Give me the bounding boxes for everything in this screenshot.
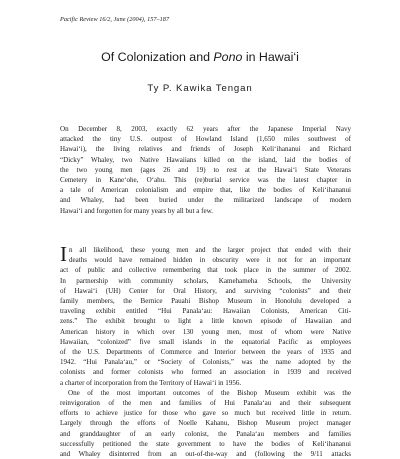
body-line: Hawaiian, “colonized” five small islands in the equatorial Pacific as employees: [60, 337, 351, 346]
body-line: zens.” The exhibit brought to light a little known episode of Hawaiian and: [60, 317, 351, 326]
abstract-line: and Whaley, had been buried under the militarized landscape of modern: [60, 196, 351, 205]
body-line: deaths would have remained hidden in obscurity were it not for an important: [69, 256, 351, 265]
body-line: n all likelihood, these young men and the larger project that ended with their: [69, 246, 351, 254]
body-line: successfully petitioned the state government to have the bodies of Keli‘ihananui: [60, 439, 351, 448]
first-paragraph-opening: [60, 242, 351, 266]
drop-cap: I: [60, 242, 67, 266]
body-line: of the U.S. Departments of Commerce and Interior between the years of 1935 and: [60, 348, 351, 357]
abstract-line: the two young men (ages 26 and 19) to rest at the Hawai‘i State Veterans: [60, 165, 351, 174]
article-title-italic-word: Pono: [213, 50, 243, 64]
body-line: traveling exhibit entitled “Hui Panala‘au: Hawaiian Colonists, American Citi-: [60, 307, 351, 316]
abstract-line: Hawai‘i and forgotten for many years by all but a few.: [60, 206, 214, 215]
body-line: family members, the Bernice Pauahi Bishop Museum in Honolulu developed a: [60, 297, 351, 306]
body-line: colonists and former colonists who formed an association in 1939 and received: [60, 368, 351, 377]
body-line: efforts to achieve justice for those who gave so much but received little in return.: [60, 409, 351, 418]
body-line: reinvigoration of the men and families of Hui Panala‘au and their subsequent: [60, 399, 351, 408]
abstract-paragraph: [60, 124, 351, 216]
abstract-line: Hawai‘i), the living relatives and friends of Joseph Keli‘ihananui and Richard: [60, 145, 351, 154]
body-line: One of the most important outcomes of the Bishop Museum exhibit was the: [68, 388, 351, 397]
body-line: of Hawai‘i (UH) Center for Oral History, and surviving “colonists” and their: [60, 286, 351, 295]
body-line: American history in which over 130 young men, most of whom were Native: [60, 327, 351, 336]
journal-citation: Pacific Review 16/2, June (2004), 157–187: [60, 16, 170, 23]
body-line: a charter of incorporation from the Territory of Hawai‘i in 1956.: [60, 378, 242, 387]
abstract-line: On December 8, 2003, exactly 62 years after the Japanese Imperial Navy: [60, 125, 351, 133]
abstract-line: a tale of American colonialism and empire that, like the bodies of Keli‘ihananui: [60, 186, 351, 195]
body-line: 1942. “Hui Panala‘au,” or “Society of Colonists,” was the name adopted by the: [60, 358, 351, 367]
abstract-line: attacked the tiny U.S. outpost of Howland Island (1,650 miles southwest of: [60, 135, 351, 144]
article-title-part-1: Of Colonization and: [101, 50, 214, 64]
article-title: [0, 50, 400, 64]
author-name: Ty P. Kawika Tengan: [147, 83, 253, 94]
body-text: [60, 242, 351, 459]
abstract-line: Cemetery in Kane‘ohe, O‘ahu. This (re)burial service was the latest chapter in: [60, 176, 351, 185]
body-line: and Whaley disinterred from an out-of-the-way and (following the 9/11 attacks: [60, 450, 351, 459]
body-line: act of public and collective remembering that took place in the summer of 2002.: [60, 266, 351, 275]
body-line: and granddaughter of an early colonist, the Panala‘au members and families: [60, 429, 351, 438]
body-line: In partnership with community scholars, Kamehameha Schools, the University: [60, 276, 351, 285]
body-line: Largely through the efforts of Noelle Kahanu, Bishop Museum project manager: [60, 419, 351, 428]
article-title-part-2: in Hawai‘i: [242, 50, 299, 64]
abstract-line: “Dicky” Whaley, two Native Hawaiians killed on the island, laid the bodies of: [60, 155, 351, 164]
